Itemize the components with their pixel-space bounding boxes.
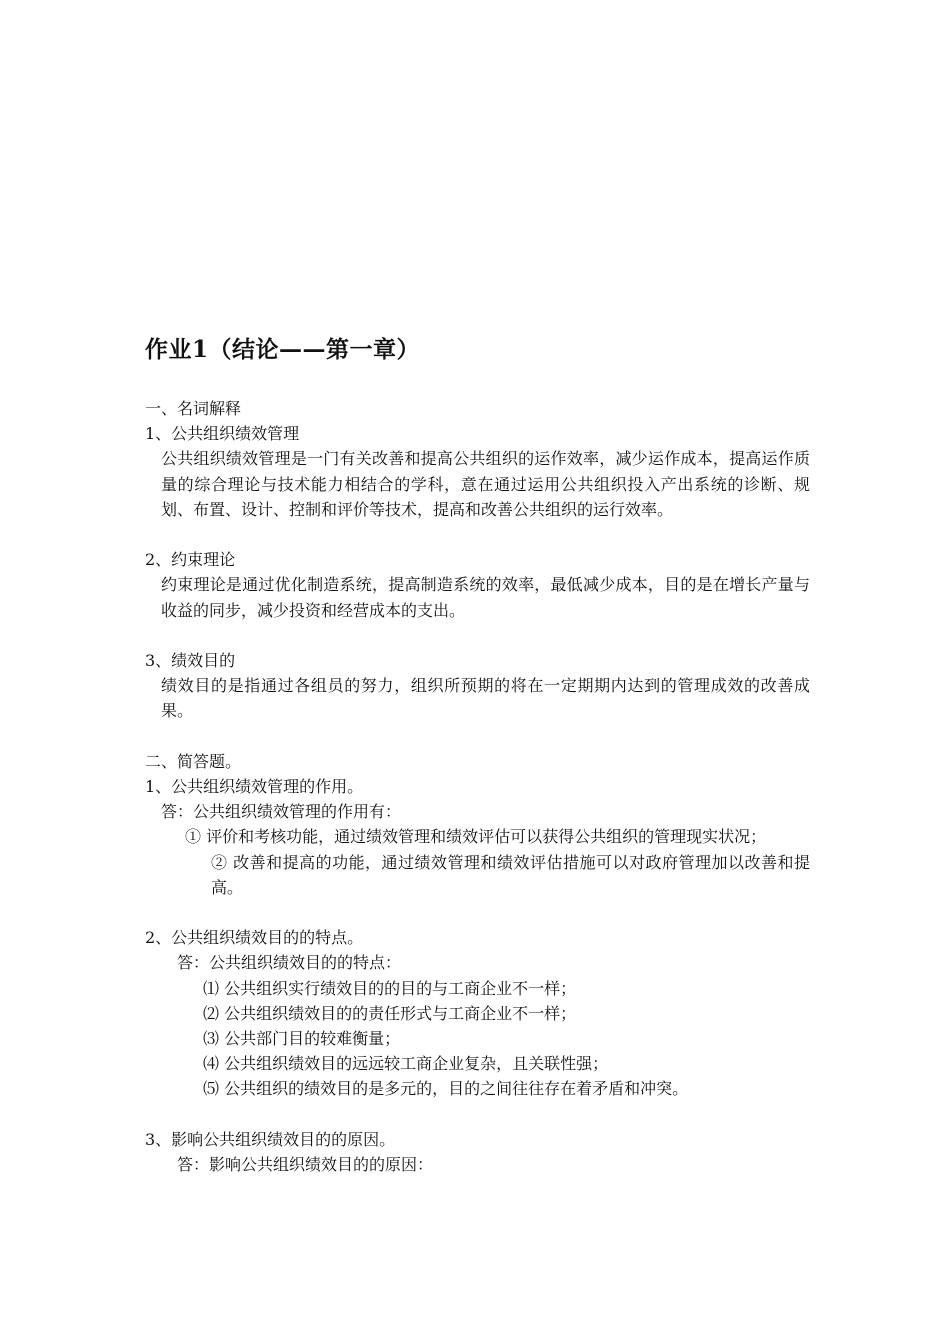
section-heading-short-answer: 二、简答题。: [145, 751, 242, 771]
paragraph-gap: [145, 900, 810, 925]
term-name: 1、公共组织绩效管理: [145, 424, 300, 444]
answer-point: ⑴ 公共组织实行绩效目的的目的与工商企业不一样；: [203, 978, 577, 998]
question-title: 2、公共组织绩效目的的特点。: [145, 928, 364, 948]
answer-intro: 答：公共组织绩效目的的特点：: [177, 953, 402, 973]
paragraph-gap: [145, 1102, 810, 1127]
answer-point: ⑵ 公共组织绩效目的的责任形式与工商企业不一样；: [203, 1003, 577, 1023]
document-title: 作业1（结论——第一章）: [145, 336, 421, 363]
document-body: [145, 396, 810, 1177]
section-heading-terms: 一、名词解释: [145, 399, 242, 418]
question-title: 3、影响公共组织绩效目的的原因。: [145, 1129, 396, 1149]
answer-point: ① 评价和考核功能，通过绩效管理和绩效评估可以获得公共组织的管理现实状况；: [185, 827, 767, 847]
paragraph-gap: [145, 522, 810, 547]
paragraph-gap: [145, 724, 810, 749]
answer-point: ⑷ 公共组织绩效目的远远较工商企业复杂，且关联性强；: [203, 1054, 609, 1074]
term-definition: 公共组织绩效管理是一门有关改善和提高公共组织的运作效率，减少运作成本，提高运作质量的综合理论与技术能力相结合的学科，意在通过运用公共组织投入产出系统的诊断、规划、布置、设计、控制和评价等技术，提高和改善公共组织的运行效率。: [161, 449, 810, 519]
answer-point: ⑶ 公共部门目的较难衡量；: [203, 1029, 401, 1049]
term-name: 3、绩效目的: [145, 651, 236, 670]
question-title: 1、公共组织绩效管理的作用。: [145, 777, 364, 796]
paragraph-gap: [145, 623, 810, 648]
answer-intro: 答：公共组织绩效管理的作用有：: [161, 802, 402, 822]
answer-intro: 答：影响公共组织绩效目的的原因：: [177, 1155, 434, 1175]
term-definition: 绩效目的是指通过各组员的努力，组织所预期的将在一定期期内达到的管理成效的改善成果。: [161, 676, 810, 721]
answer-point: ⑸ 公共组织的绩效目的是多元的，目的之间往往存在着矛盾和冲突。: [203, 1079, 689, 1099]
answer-point: ② 改善和提高的功能，通过绩效管理和绩效评估措施可以对政府管理加以改善和提高。: [211, 852, 810, 897]
term-definition: 约束理论是通过优化制造系统，提高制造系统的效率，最低减少成本，目的是在增长产量与收益的同步，减少投资和经营成本的支出。: [161, 575, 810, 620]
term-name: 2、约束理论: [145, 550, 236, 570]
